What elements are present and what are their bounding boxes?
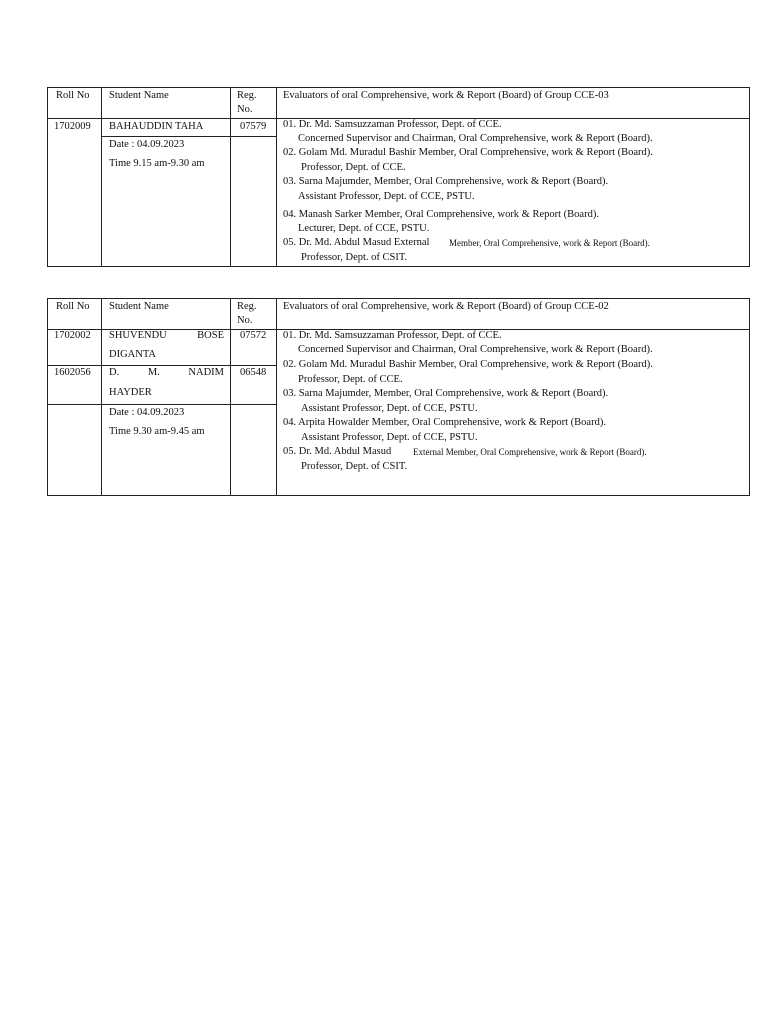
student-1-roll: 1702002 — [54, 330, 91, 341]
header-reg-no: No. — [237, 104, 253, 115]
evaluator-1-line1: 01. Dr. Md. Samsuzzaman Professor, Dept. of CCE. — [283, 119, 502, 130]
student-2-name-line1: D. M. NADIM — [109, 367, 224, 378]
evaluator-2-line2: Professor, Dept. of CCE. — [301, 162, 406, 173]
header-reg-no: No. — [237, 315, 253, 326]
evaluator-5-line1b: External Member, Oral Comprehensive, work & Report (Board). — [413, 447, 647, 457]
evaluator-3-line1: 03. Sarna Majumder, Member, Oral Comprehensive, work & Report (Board). — [283, 388, 609, 399]
exam-date: Date : 04.09.2023 — [109, 407, 185, 418]
evaluator-2-line1: 02. Golam Md. Muradul Bashir Member, Oral Comprehensive, work & Report (Board). — [283, 147, 653, 158]
evaluator-5-line1b: Member, Oral Comprehensive, work & Report (Board). — [449, 238, 650, 248]
evaluator-2-line1: 02. Golam Md. Muradul Bashir Member, Oral Comprehensive, work & Report (Board). — [283, 359, 653, 370]
exam-time: Time 9.30 am-9.45 am — [109, 426, 205, 437]
evaluator-1-line2: Concerned Supervisor and Chairman, Oral Comprehensive, work & Report (Board). — [298, 133, 653, 144]
exam-time: Time 9.15 am-9.30 am — [109, 158, 205, 169]
evaluator-5-line2: Professor, Dept. of CSIT. — [301, 252, 408, 263]
evaluator-4-line2: Assistant Professor, Dept. of CCE, PSTU. — [301, 432, 478, 443]
evaluation-table-cce-02 — [47, 298, 750, 496]
evaluator-4-line1: 04. Arpita Howalder Member, Oral Comprehensive, work & Report (Board). — [283, 417, 606, 428]
evaluator-1-line2: Concerned Supervisor and Chairman, Oral Comprehensive, work & Report (Board). — [298, 344, 653, 355]
header-student-name: Student Name — [109, 90, 169, 101]
student-1-name-line1: SHUVENDU BOSE — [109, 330, 224, 341]
student-2-roll: 1602056 — [54, 367, 91, 378]
header-reg: Reg. — [237, 90, 257, 101]
evaluator-5-line1a: 05. Dr. Md. Abdul Masud External — [283, 237, 430, 248]
student-1-reg: 07572 — [240, 330, 267, 341]
student-name: BAHAUDDIN TAHA — [109, 121, 204, 132]
student-reg: 07579 — [240, 121, 267, 132]
header-roll-no: Roll No — [56, 301, 90, 312]
header-roll-no: Roll No — [56, 90, 90, 101]
student-2-name-line2: HAYDER — [109, 387, 152, 398]
evaluator-3-line2: Assistant Professor, Dept. of CCE, PSTU. — [298, 191, 475, 202]
evaluation-table-cce-03 — [47, 87, 750, 267]
evaluator-4-line1: 04. Manash Sarker Member, Oral Comprehensive, work & Report (Board). — [283, 209, 599, 220]
student-roll: 1702009 — [54, 121, 91, 132]
header-evaluators: Evaluators of oral Comprehensive, work & Report (Board) of Group CCE-02 — [283, 301, 609, 312]
header-reg: Reg. — [237, 301, 257, 312]
exam-date: Date : 04.09.2023 — [109, 139, 185, 150]
header-evaluators: Evaluators of oral Comprehensive, work & Report (Board) of Group CCE-03 — [283, 90, 609, 101]
evaluator-3-line2: Assistant Professor, Dept. of CCE, PSTU. — [301, 403, 478, 414]
student-1-name-line2: DIGANTA — [109, 349, 156, 360]
evaluator-2-line2: Professor, Dept. of CCE. — [298, 374, 403, 385]
evaluator-3-line1: 03. Sarna Majumder, Member, Oral Comprehensive, work & Report (Board). — [283, 176, 609, 187]
student-2-reg: 06548 — [240, 367, 267, 378]
evaluator-4-line2: Lecturer, Dept. of CCE, PSTU. — [298, 223, 430, 234]
evaluator-5-line2: Professor, Dept. of CSIT. — [301, 461, 408, 472]
header-student-name: Student Name — [109, 301, 169, 312]
evaluator-5-line1a: 05. Dr. Md. Abdul Masud — [283, 446, 392, 457]
evaluator-1-line1: 01. Dr. Md. Samsuzzaman Professor, Dept. of CCE. — [283, 330, 502, 341]
